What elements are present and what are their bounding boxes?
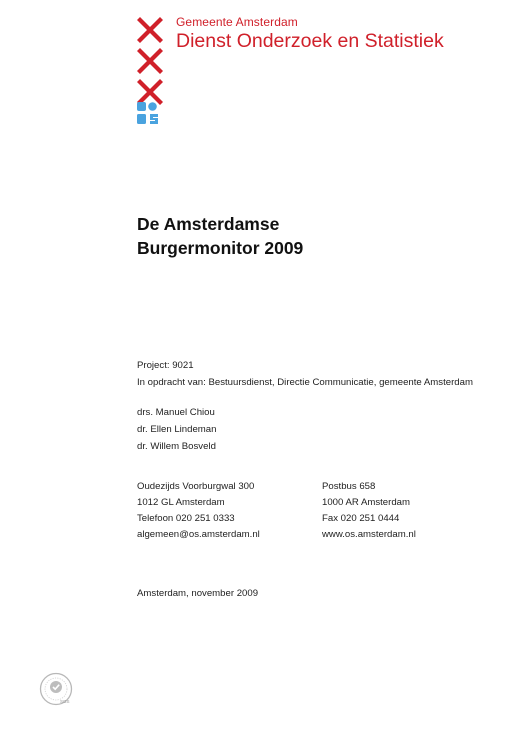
postbus: Postbus 658	[322, 481, 376, 492]
title-line-1: De Amsterdamse	[137, 214, 280, 234]
postbus-postcode: 1000 AR Amsterdam	[322, 497, 410, 508]
cross-icon-1	[137, 17, 163, 43]
org-name-small: Gemeente Amsterdam	[176, 15, 298, 29]
address-email: algemeen@os.amsterdam.nl	[137, 529, 260, 540]
os-logo-icon	[137, 102, 159, 124]
address-postcode: 1012 GL Amsterdam	[137, 497, 225, 508]
address-phone: Telefoon 020 251 0333	[137, 513, 235, 524]
author-1: drs. Manuel Chiou	[137, 407, 215, 418]
project-number: Project: 9021	[137, 360, 194, 371]
address-street: Oudezijds Voorburgwal 300	[137, 481, 255, 492]
place-date: Amsterdam, november 2009	[137, 588, 259, 599]
organisation-header	[176, 15, 444, 52]
website: www.os.amsterdam.nl	[322, 529, 416, 540]
org-name-department: Dienst Onderzoek en Statistiek	[176, 30, 444, 52]
cross-icon-2	[137, 48, 163, 74]
sgs-certification-icon	[39, 672, 73, 706]
title-line-2: Burgermonitor 2009	[137, 238, 304, 258]
author-3: dr. Willem Bosveld	[137, 441, 216, 452]
project-commission: In opdracht van: Bestuursdienst, Directie Communicatie, gemeente Amsterdam	[137, 377, 473, 388]
document-title	[137, 212, 303, 260]
amsterdam-logo	[137, 17, 163, 110]
author-2: dr. Ellen Lindeman	[137, 424, 217, 435]
sgs-label: SGS	[60, 699, 70, 704]
fax: Fax 020 251 0444	[322, 513, 400, 524]
